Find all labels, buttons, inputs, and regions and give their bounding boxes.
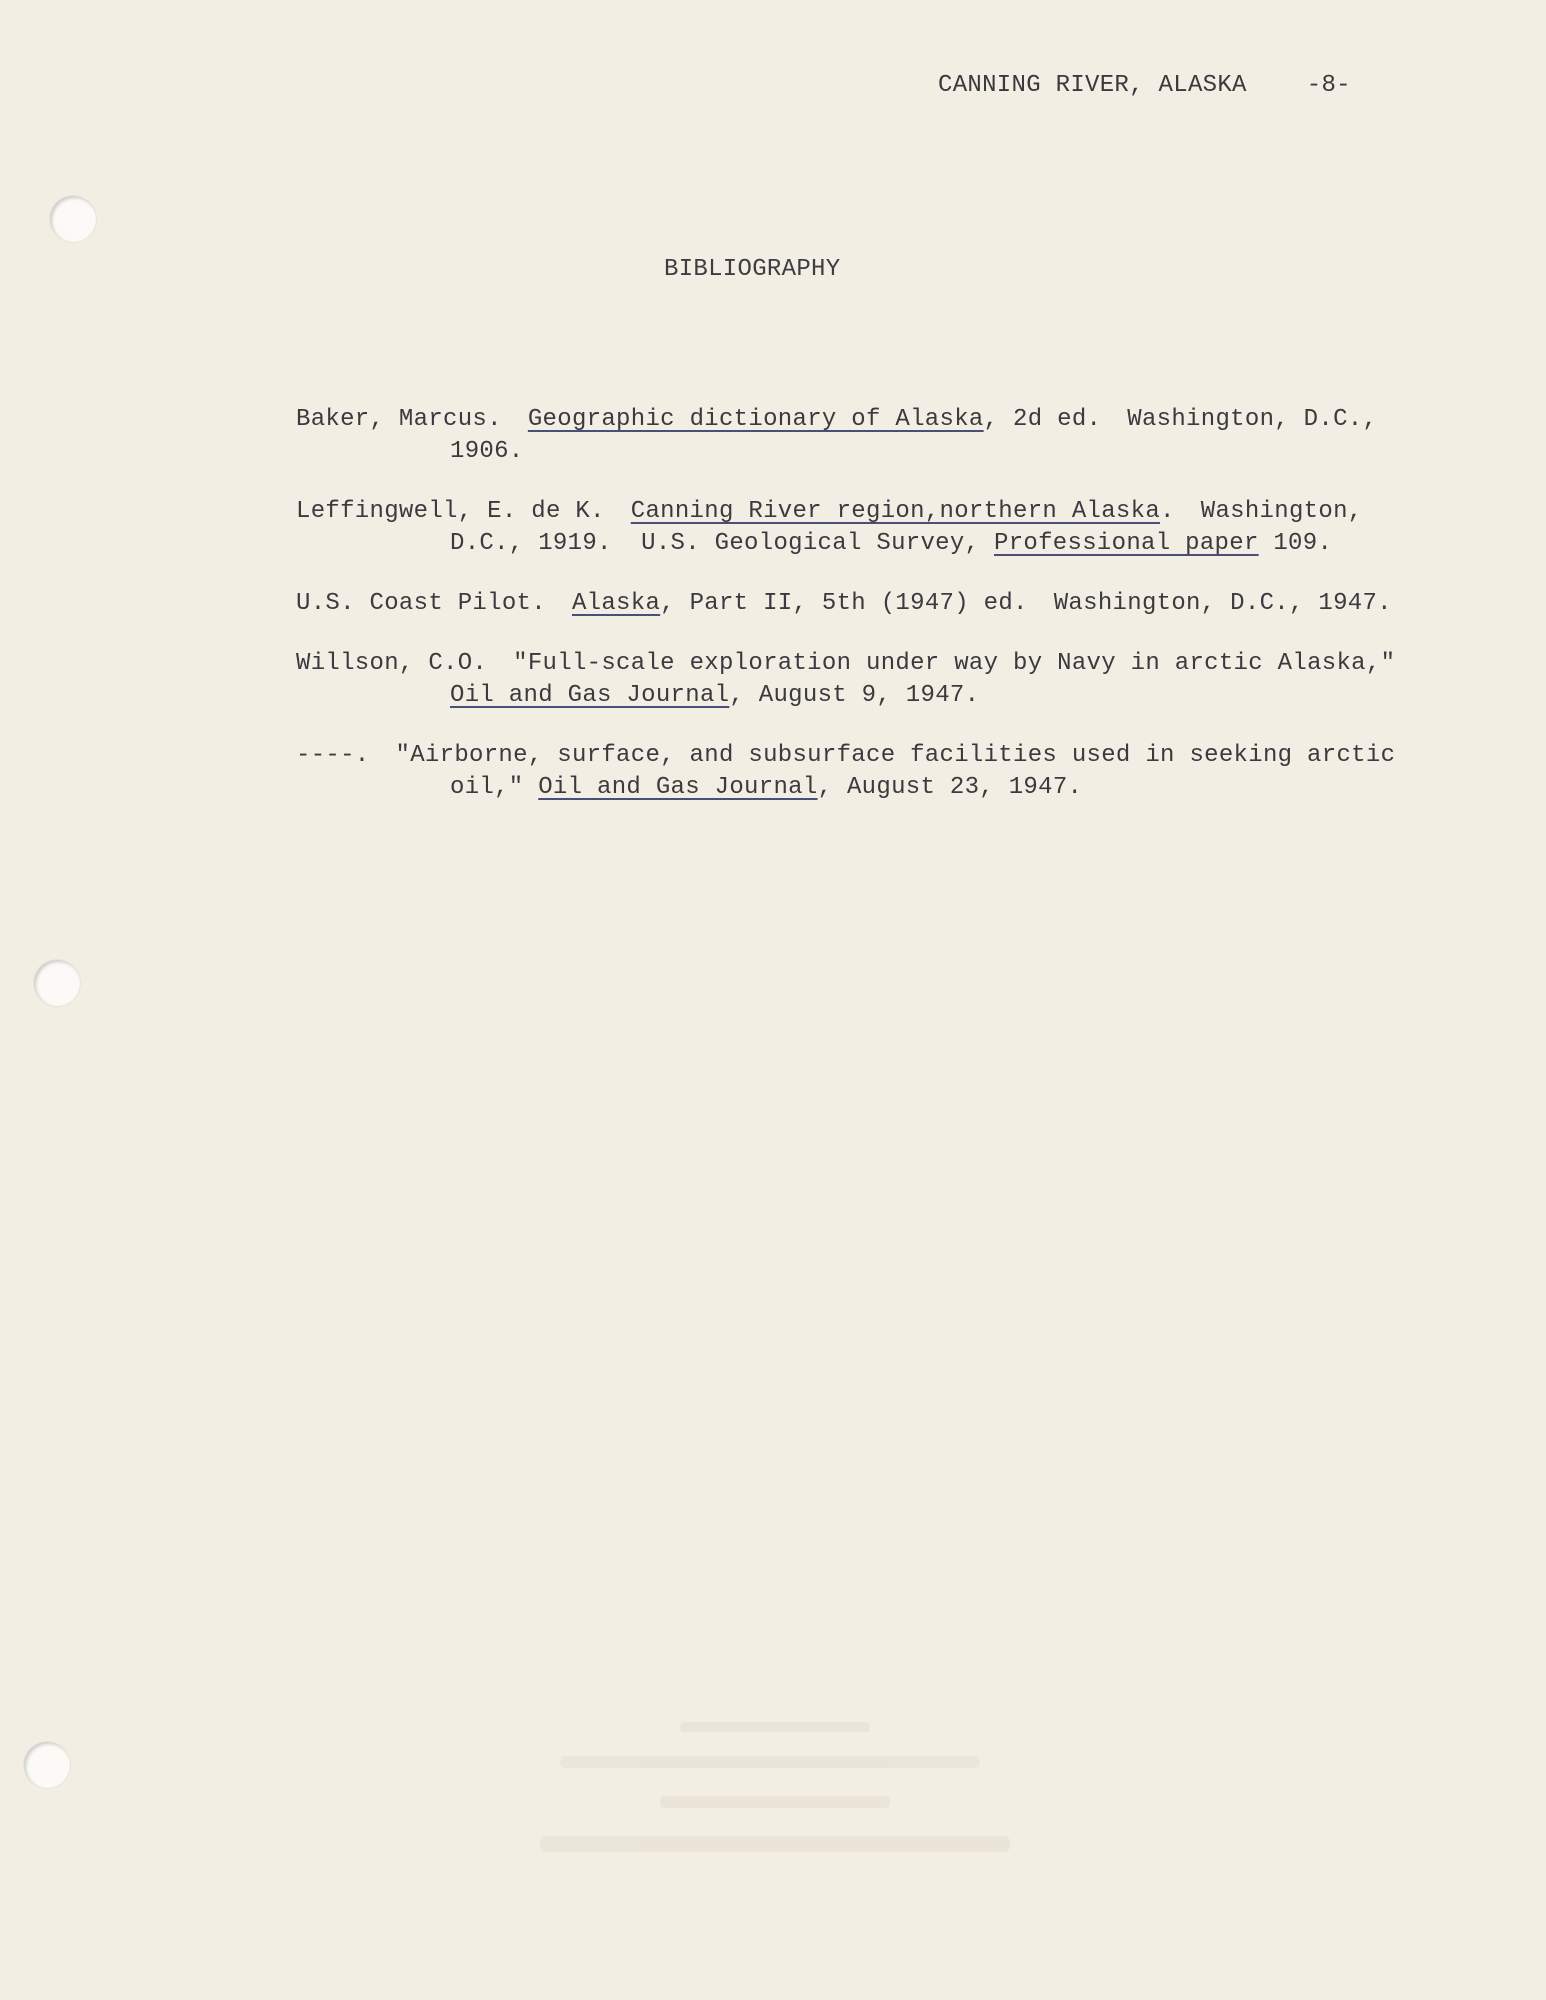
entry-author: Willson, C.O.	[296, 650, 488, 677]
entry-series-number: 109.	[1258, 530, 1333, 557]
page-number: -8-	[1306, 72, 1351, 99]
entry-title: Geographic dictionary of Alaska	[527, 406, 984, 433]
entry-title-end: .	[1160, 498, 1175, 525]
entry-line-2	[296, 528, 1456, 560]
entry-author: U.S. Coast Pilot.	[296, 590, 546, 617]
entry-author: ----.	[296, 742, 370, 769]
entry-article: "Full-scale exploration under way by Navy in arctic Alaska,"	[513, 650, 1396, 677]
punch-hole-bottom	[24, 1742, 70, 1788]
bibliography-entry	[296, 404, 1456, 468]
entry-author: Leffingwell, E. de K.	[296, 498, 605, 525]
entry-publisher: D.C., 1919. U.S. Geological Survey,	[450, 530, 980, 557]
bibliography-list	[296, 404, 1456, 832]
entry-journal: Oil and Gas Journal	[538, 774, 818, 801]
entry-date: , August 23, 1947.	[817, 774, 1083, 801]
bibliography-entry	[296, 496, 1456, 560]
entry-article-end: oil,"	[450, 774, 524, 801]
entry-place: Washington, D.C.,	[1127, 406, 1378, 433]
entry-place: Washington, D.C., 1947.	[1053, 590, 1392, 617]
section-title: BIBLIOGRAPHY	[664, 256, 841, 283]
header-title: CANNING RIVER, ALASKA	[938, 72, 1247, 99]
entry-journal: Oil and Gas Journal	[450, 682, 730, 709]
bibliography-entry	[296, 648, 1456, 712]
entry-line-2	[296, 772, 1456, 804]
entry-edition: , 2d ed.	[983, 406, 1102, 433]
entry-article: "Airborne, surface, and subsurface facilities used in seeking arctic	[395, 742, 1396, 769]
entry-year: 1906.	[450, 438, 524, 465]
bibliography-entry	[296, 588, 1456, 620]
entry-place: Washington,	[1200, 498, 1363, 525]
punch-hole-middle	[34, 960, 80, 1006]
page-header	[938, 72, 1351, 99]
entry-author: Baker, Marcus.	[296, 406, 502, 433]
bibliography-entry	[296, 740, 1456, 804]
entry-date: , August 9, 1947.	[729, 682, 980, 709]
entry-title: Alaska	[571, 590, 661, 617]
entry-series: Professional paper	[994, 530, 1259, 557]
entry-edition: , Part II, 5th (1947) ed.	[660, 590, 1028, 617]
entry-title: Canning River region,northern Alaska	[630, 498, 1161, 525]
punch-hole-top	[50, 196, 96, 242]
entry-line-2	[296, 680, 1456, 712]
